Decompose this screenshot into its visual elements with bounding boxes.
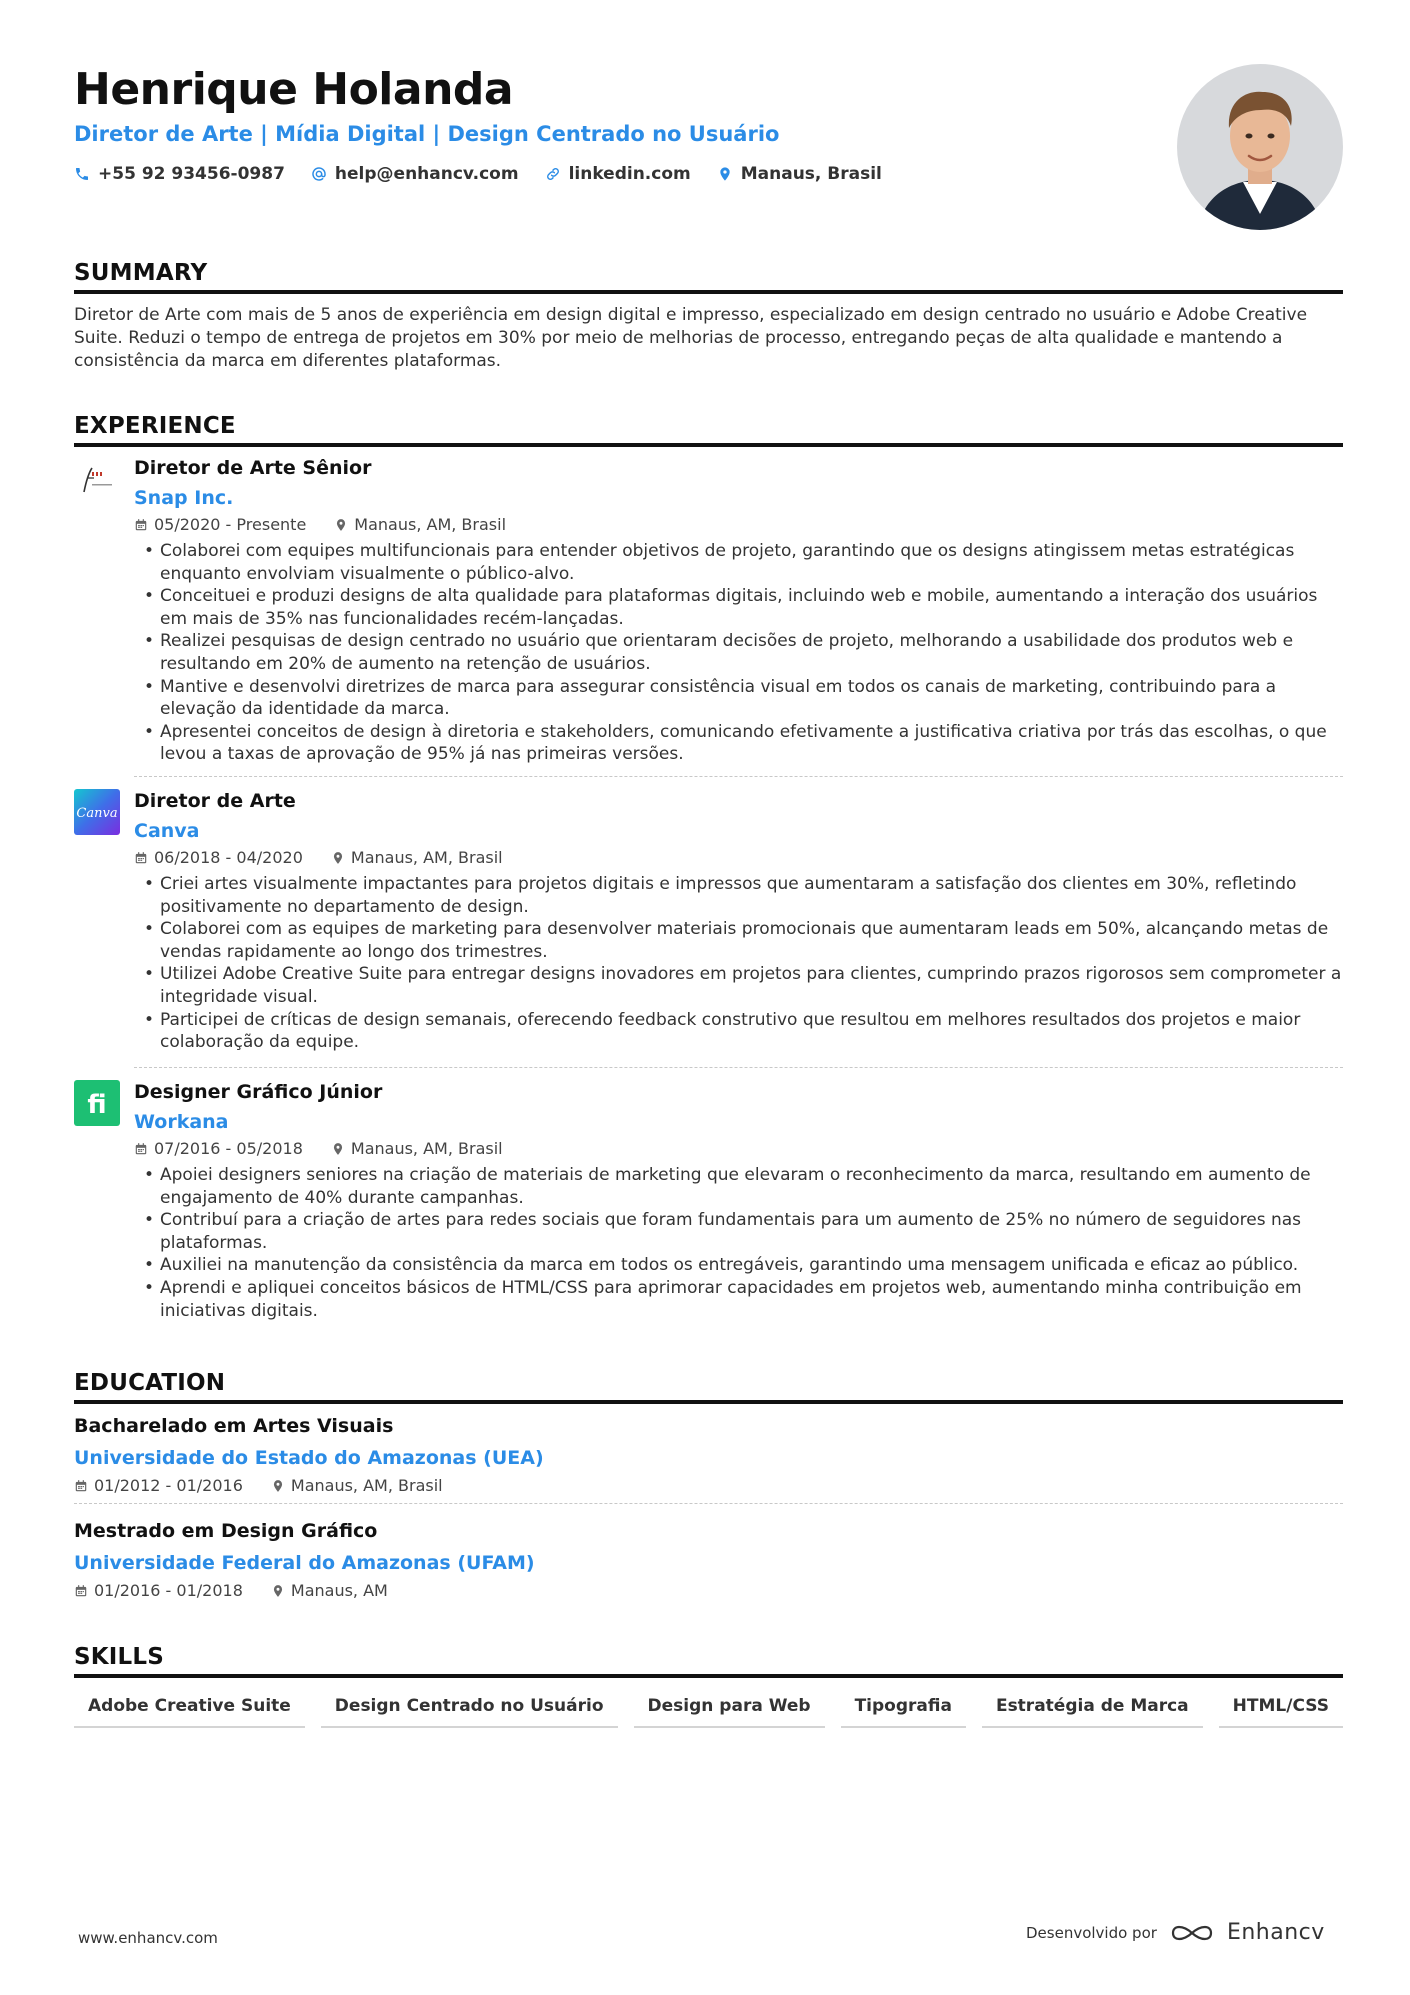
job-bullet: • Auxiliei na manutenção da consistência da marca em todos os entregáveis, garantindo uma mensagem unificada e eficaz ao público. (134, 1254, 1343, 1277)
edu-meta (74, 1578, 1343, 1604)
edu-dates: 01/2016 - 01/2018 (94, 1581, 243, 1600)
job-bullet: • Conceituei e produzi designs de alta qualidade para plataformas digitais, incluindo web e mobile, aumentando a interação dos usuários em mais de 35% nas funcionalidades recém-lançadas. (134, 585, 1343, 630)
candidate-headline: Diretor de Arte | Mídia Digital | Design Centrado no Usuário (74, 122, 780, 146)
job-bullet: • Colaborei com equipes multifuncionais para entender objetivos de projeto, garantindo que os designs atingissem metas estratégicas enquanto envolviam visualmente o público-alvo. (134, 540, 1343, 585)
job-bullet: • Apresentei conceitos de design à diretoria e stakeholders, comunicando efetivamente a justificativa criativa por trás das escolhas, o que levou a taxas de aprovação de 95% já nas primeiras versões. (134, 721, 1343, 766)
fiverr-logo (74, 1080, 120, 1126)
job-bullet: • Contribuí para a criação de artes para redes sociais que foram fundamentais para um aumento de 25% no número de seguidores nas plataformas. (134, 1209, 1343, 1254)
link-icon (545, 166, 561, 182)
calendar-icon (134, 1142, 148, 1156)
job-dates: 05/2020 - Presente (154, 515, 307, 534)
enhancv-logo-icon (1169, 1921, 1215, 1945)
edu-location: Manaus, AM (290, 1581, 388, 1600)
divider (74, 1503, 1343, 1504)
edu-degree: Bacharelado em Artes Visuais (74, 1415, 394, 1437)
experience-heading: EXPERIENCE (74, 413, 236, 439)
contact-location (717, 164, 882, 184)
education-item (74, 1516, 1343, 1604)
job-meta (134, 512, 1343, 538)
contact-bar (74, 164, 882, 184)
education-item (74, 1411, 1343, 1499)
education-heading: EDUCATION (74, 1370, 226, 1396)
skill-tag: HTML/CSS (1219, 1690, 1343, 1728)
edu-location: Manaus, AM, Brasil (290, 1476, 443, 1495)
location-pin-icon (331, 851, 345, 865)
job-company[interactable]: Workana (134, 1111, 229, 1133)
fiverr-logo-text: fi (87, 1090, 107, 1120)
location-pin-icon (271, 1479, 285, 1493)
contact-linkedin[interactable] (545, 164, 691, 184)
profile-photo (1177, 64, 1343, 230)
job-bullet: • Participei de críticas de design semanais, oferecendo feedback construtivo que resultou em melhores resultados dos projetos e maior colaboração da equipe. (134, 1009, 1343, 1054)
job-bullet: • Realizei pesquisas de design centrado no usuário que orientaram decisões de projeto, melhorando a usabilidade dos produtos web e resultando em 20% de aumento na retenção de usuários. (134, 630, 1343, 675)
skill-tag: Adobe Creative Suite (74, 1690, 305, 1728)
job-bullets (134, 1164, 1343, 1322)
summary-heading: SUMMARY (74, 260, 208, 286)
experience-rule (74, 443, 1343, 447)
edu-dates: 01/2012 - 01/2016 (94, 1476, 243, 1495)
skill-tag: Tipografia (841, 1690, 966, 1728)
canva-logo-text: Canva (76, 806, 118, 821)
job-dates: 07/2016 - 05/2018 (154, 1139, 303, 1158)
phone-icon (74, 166, 90, 182)
edu-school[interactable]: Universidade do Estado do Amazonas (UEA) (74, 1447, 544, 1469)
summary-text: Diretor de Arte com mais de 5 anos de experiência em design digital e impresso, especializado em design centrado no usuário e Adobe Creative Suite. Reduzi o tempo de entrega de projetos em 30% por meio de melhorias de processo, entregando peças de alta qualidade e mantendo a consistência da marca em diferentes plataformas. (74, 305, 1308, 371)
edu-degree: Mestrado em Design Gráfico (74, 1520, 378, 1542)
divider (134, 1067, 1343, 1068)
job-bullet: • Mantive e desenvolvi diretrizes de marca para assegurar consistência visual em todos os canais de marketing, contribuindo para a elevação da identidade da marca. (134, 676, 1343, 721)
job-company[interactable]: Canva (134, 820, 200, 842)
edu-meta (74, 1473, 1343, 1499)
job-location: Manaus, AM, Brasil (350, 848, 503, 867)
enhancv-brand: Enhancv (1226, 1920, 1325, 1945)
job-location: Manaus, AM, Brasil (354, 515, 507, 534)
skill-tag: Design para Web (634, 1690, 825, 1728)
at-icon (311, 166, 327, 182)
summary-rule (74, 290, 1343, 294)
skills-list (74, 1690, 1343, 1728)
location-pin-icon (271, 1584, 285, 1598)
edu-school[interactable]: Universidade Federal do Amazonas (UFAM) (74, 1552, 535, 1574)
footer-website[interactable]: www.enhancv.com (78, 1929, 218, 1947)
location-text: Manaus, Brasil (740, 164, 882, 184)
skill-tag: Estratégia de Marca (982, 1690, 1203, 1728)
job-bullet: • Criei artes visualmente impactantes para projetos digitais e impressos que aumentaram a satisfação dos clientes em 30%, refletindo positivamente no departamento de design. (134, 873, 1343, 918)
education-rule (74, 1400, 1343, 1404)
job-dates: 06/2018 - 04/2020 (154, 848, 303, 867)
linkedin-text: linkedin.com (568, 164, 691, 184)
contact-phone[interactable] (74, 164, 285, 184)
job-bullet: • Utilizei Adobe Creative Suite para entregar designs inovadores em projetos para clientes, cumprindo prazos rigorosos sem comprometer a integridade visual. (134, 963, 1343, 1008)
job-title: Diretor de Arte (134, 790, 296, 812)
powered-by-text: Desenvolvido por (1026, 1923, 1157, 1942)
skills-rule (74, 1674, 1343, 1678)
skills-heading: SKILLS (74, 1644, 165, 1670)
job-bullets (134, 540, 1343, 766)
contact-email[interactable] (311, 164, 519, 184)
job-bullets (134, 873, 1343, 1054)
calendar-icon (74, 1479, 88, 1493)
job-bullet: • Apoiei designers seniores na criação de materiais de marketing que elevaram o reconhecimento da marca, resultando em aumento de engajamento de 40% durante campanhas. (134, 1164, 1343, 1209)
calendar-icon (134, 518, 148, 532)
candidate-name: Henrique Holanda (74, 64, 514, 115)
skill-tag: Design Centrado no Usuário (321, 1690, 618, 1728)
divider (134, 776, 1343, 777)
job-title: Diretor de Arte Sênior (134, 457, 372, 479)
job-title: Designer Gráfico Júnior (134, 1081, 383, 1103)
location-pin-icon (717, 166, 733, 182)
job-bullet: • Colaborei com as equipes de marketing para desenvolver materiais promocionais que aumentaram leads em 50%, alcançando metas de vendas rapidamente ao longo dos trimestres. (134, 918, 1343, 963)
canva-logo (74, 789, 120, 835)
calendar-icon (74, 1584, 88, 1598)
job-meta (134, 1136, 1343, 1162)
job-meta (134, 845, 1343, 871)
job-location: Manaus, AM, Brasil (350, 1139, 503, 1158)
location-pin-icon (334, 518, 348, 532)
job-company[interactable]: Snap Inc. (134, 487, 234, 509)
footer-branding[interactable] (1026, 1920, 1325, 1945)
calendar-icon (134, 851, 148, 865)
location-pin-icon (331, 1142, 345, 1156)
email-text: help@enhancv.com (334, 164, 519, 184)
phone-text: +55 92 93456-0987 (98, 164, 285, 184)
snap-logo (74, 456, 120, 502)
job-bullet: • Aprendi e apliquei conceitos básicos de HTML/CSS para aprimorar capacidades em projetos web, aumentando minha contribuição em iniciativas digitais. (134, 1277, 1343, 1322)
